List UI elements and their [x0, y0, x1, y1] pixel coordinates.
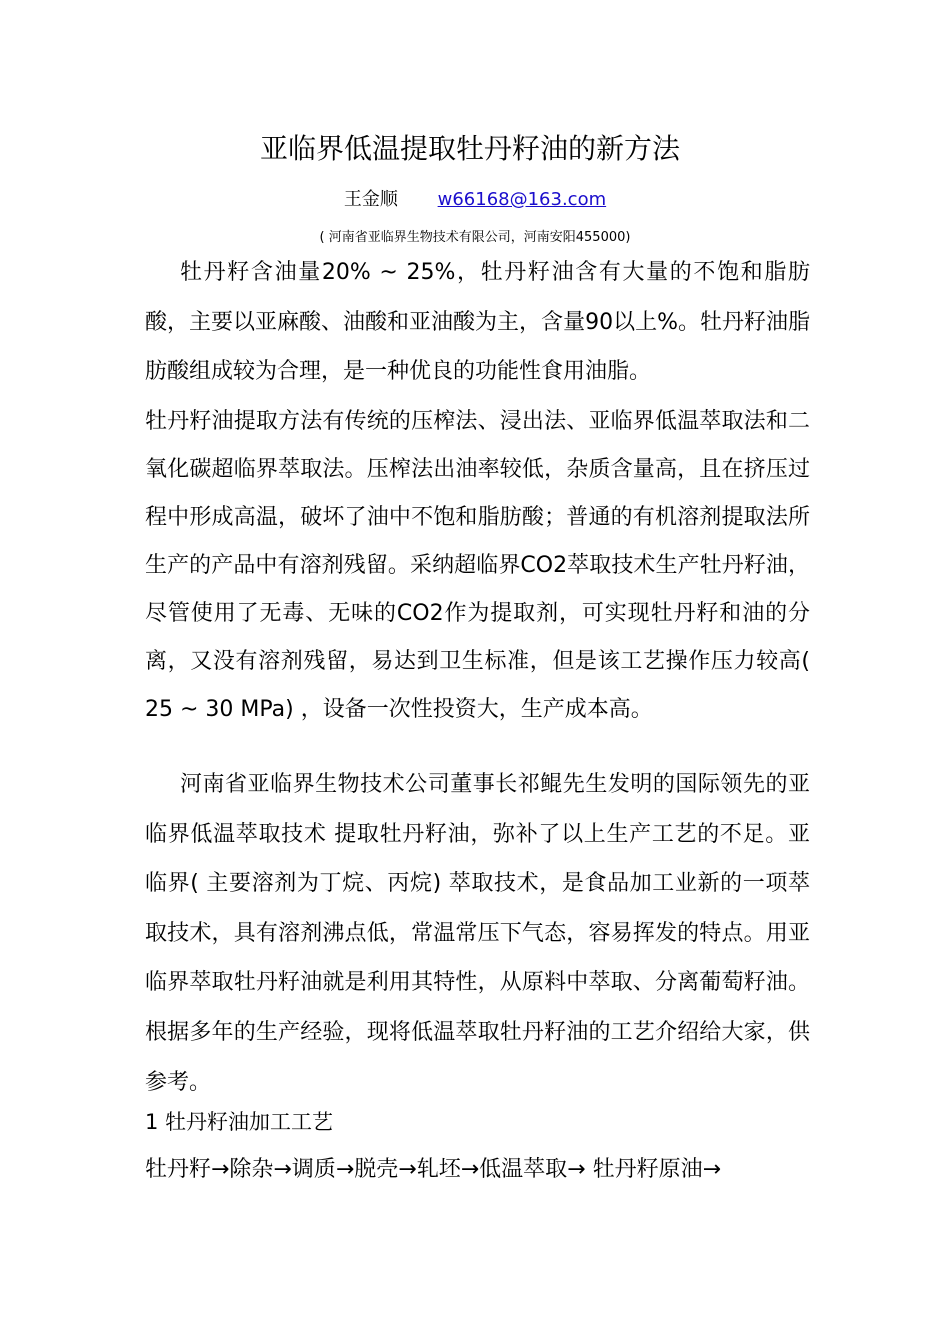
author-name: 王金顺 — [343, 189, 398, 210]
paragraph-2-block — [145, 398, 810, 734]
paragraph-intro: 牡丹籽含油量20% ~ 25%，牡丹籽油含有大量的不饱和脂肪酸，主要以亚麻酸、油酸和亚油酸为主，含量90以上%。牡丹籽油脂肪酸组成较为合理，是一种优良的功能性食用油脂。 — [145, 260, 810, 385]
author-line — [0, 187, 950, 213]
paragraph-1-block — [145, 248, 810, 397]
document-title: 亚临界低温提取牡丹籽油的新方法 — [259, 132, 680, 165]
paragraph-3-block — [145, 760, 810, 1107]
process-flow-line: 牡丹籽→除杂→调质→脱壳→轧坯→低温萃取→ 牡丹籽原油→ — [145, 1157, 722, 1182]
affiliation: ( 河南省亚临界生物技术有限公司，河南安阳455000) — [319, 230, 631, 245]
paragraph-methods: 牡丹籽油提取方法有传统的压榨法、浸出法、亚临界低温萃取法和二氧化碳超临界萃取法。压榨法出油率较低，杂质含量高，且在挤压过程中形成高温，破坏了油中不饱和脂肪酸；普通的有机溶剂提取法所生产的产品中有溶剂残留。采纳超临界CO2萃取技术生产牡丹籽油，尽管使用了无毒、无味的CO2作为提取剂，可实现牡丹籽和油的分离，又没有溶剂残留，易达到卫生标准，但是该工艺操作压力较高( 25 ~ 30 MPa) ，设备一次性投资大，生产成本高。 — [145, 409, 810, 722]
section-heading: 1 牡丹籽油加工工艺 — [145, 1110, 334, 1134]
paragraph-subcritical: 河南省亚临界生物技术公司董事长祁鲲先生发明的国际领先的亚临界低温萃取技术 提取牡丹籽油，弥补了以上生产工艺的不足。亚临界( 主要溶剂为丁烷、丙烷) 萃取技术，是食品加工业新的一项萃取技术，具有溶剂沸点低，常温常压下气态，容易挥发的特点。用亚临界萃取牡丹籽油就是利用其特性，从原料中萃取、分离葡萄籽油。根据多年的生产经验，现将低温萃取牡丹籽油的工艺介绍给大家，供参考。 — [145, 772, 810, 1095]
author-email-link[interactable]: w66168@163.com — [437, 189, 607, 210]
